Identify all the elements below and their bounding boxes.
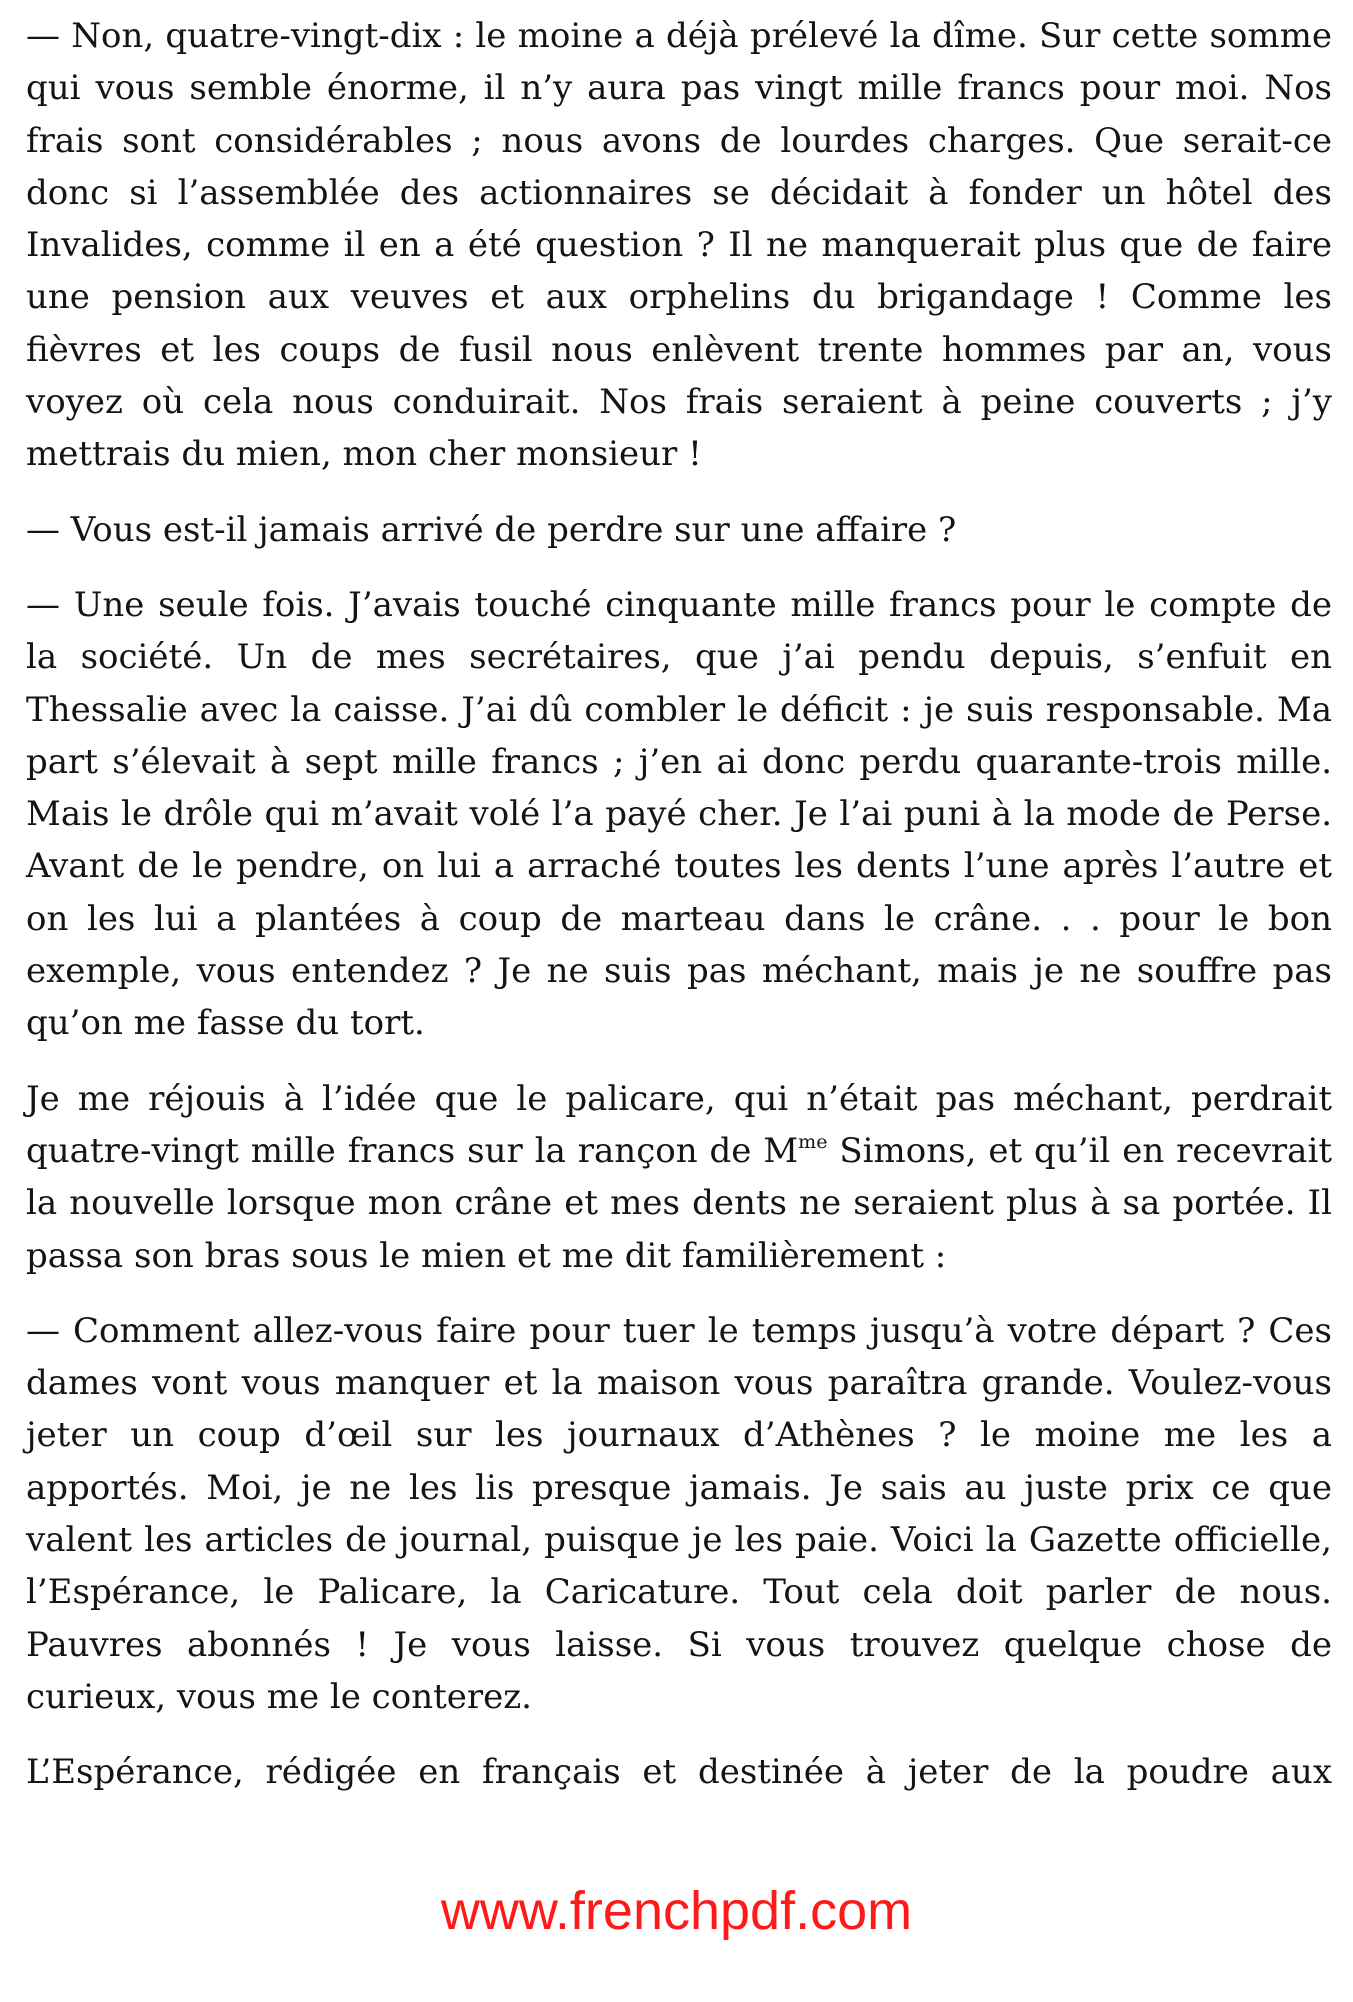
book-page [26, 0, 1332, 1822]
paragraph-5: — Comment allez-vous faire pour tuer le temps jusqu’à votre départ ? Ces dames vont vous manquer et la maison vous paraîtra grande. Voulez-vous jeter un coup d’œil sur les journaux d’Athènes ? le moine me les a apportés. Moi, je ne les lis presque jamais. Je sais au juste prix ce que valent les articles de journal, puisque je les paie. Voici la Gazette officielle, l’Espérance, le Palicare, la Caricature. Tout cela doit parler de nous. Pauvres abonnés ! Je vous laisse. Si vous trouvez quelque chose de curieux, vous me le conterez. [26, 1310, 1332, 1717]
superscript-me: me [798, 1130, 828, 1153]
paragraph-4-text-after: Simons, et qu’il en recevrait la nouvelle lorsque mon crâne et mes dents ne seraient plus à sa portée. Il passa son bras sous le mien et me dit familièrement : [26, 1130, 1332, 1276]
paragraph-2: — Vous est-il jamais arrivé de perdre sur une affaire ? [26, 509, 957, 550]
paragraph-3: — Une seule fois. J’avais touché cinquante mille francs pour le compte de la société. Un de mes secrétaires, que j’ai pendu depuis, s’enfuit en Thessalie avec la caisse. J’ai dû combler le déficit : je suis responsable. Ma part s’élevait à sept mille francs ; j’en ai donc perdu quarante-trois mille. Mais le drôle qui m’avait volé l’a payé cher. Je l’ai puni à la mode de Perse. Avant de le pendre, on lui a arraché toutes les dents l’une après l’autre et on les lui a plantées à coup de marteau dans le crâne. . . pour le bon exemple, vous entendez ? Je ne suis pas méchant, mais je ne souffre pas qu’on me fasse du tort. [26, 584, 1332, 1044]
paragraph-6: L’Espérance, rédigée en français et destinée à jeter de la poudre aux [26, 1752, 1332, 1793]
paragraph-4-text-before: Je me réjouis à l’idée que le palicare, qui n’était pas méchant, perdrait quatre-vingt mille francs sur la rançon de M [26, 1078, 1332, 1171]
paragraph-1: — Non, quatre-vingt-dix : le moine a déjà prélevé la dîme. Sur cette somme qui vous semble énorme, il n’y aura pas vingt mille francs pour moi. Nos frais sont considérables ; nous avons de lourdes charges. Que serait-ce donc si l’assemblée des actionnaires se décidait à fonder un hôtel des Invalides, comme il en a été question ? Il ne manquerait plus que de faire une pension aux veuves et aux orphelins du brigandage ! Comme les fièvres et les coups de fusil nous enlèvent trente hommes par an, vous voyez où cela nous conduirait. Nos frais seraient à peine couverts ; j’y mettrais du mien, mon cher monsieur ! [26, 16, 1332, 475]
website-watermark-link[interactable]: www.frenchpdf.com [440, 1881, 913, 1941]
paragraph-4 [26, 1073, 1332, 1282]
